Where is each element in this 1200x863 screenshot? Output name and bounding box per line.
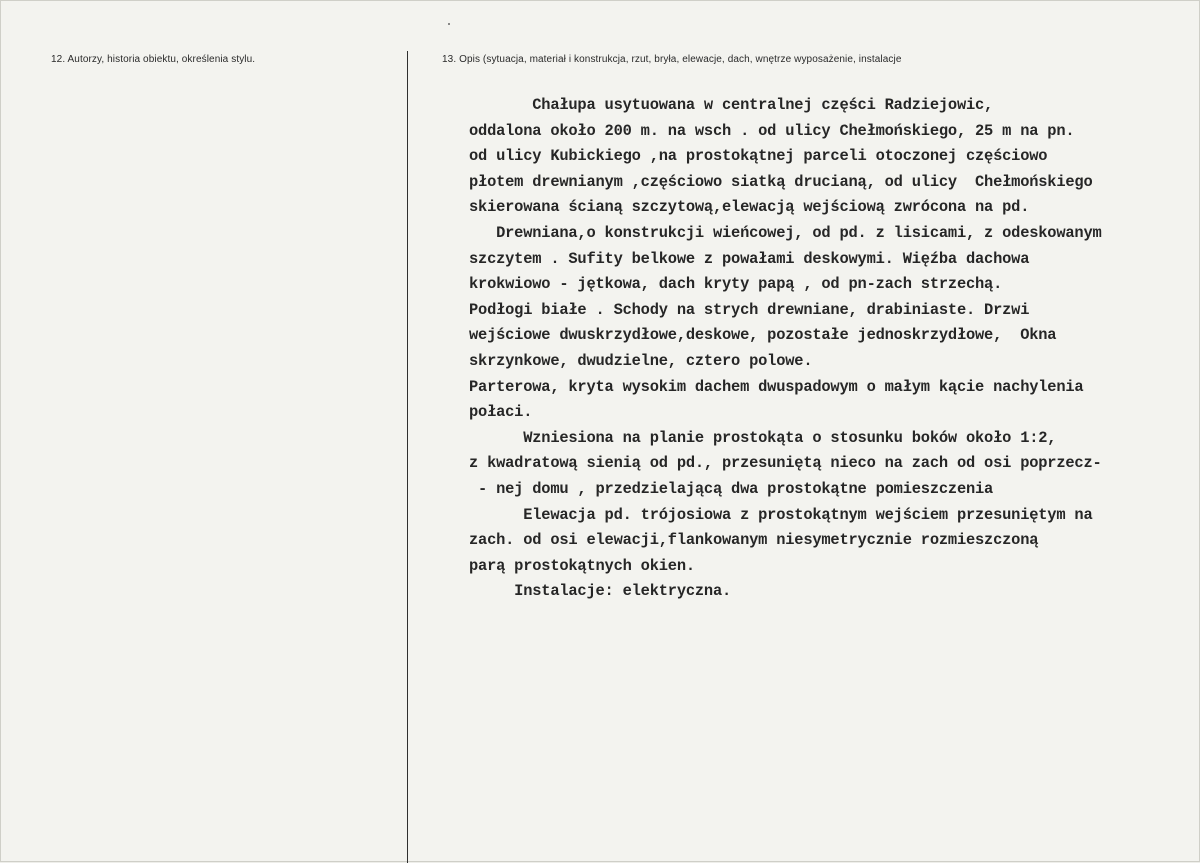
typed-line: z kwadratową sienią od pd., przesuniętą nieco na zach od osi poprzecz- bbox=[469, 454, 1102, 473]
typed-description bbox=[469, 93, 1194, 605]
column-divider bbox=[407, 51, 408, 863]
typed-line: Instalacje: elektryczna. bbox=[469, 582, 732, 601]
typed-line: parą prostokątnych okien. bbox=[469, 556, 695, 575]
typed-line: oddalona około 200 m. na wsch . od ulicy Chełmońskiego, 25 m na pn. bbox=[469, 121, 1075, 140]
field-13-label: 13. Opis (sytuacja, materiał i konstrukcja, rzut, bryła, elewacje, dach, wnętrze wyposażenie, instalacje bbox=[442, 54, 902, 65]
typed-line: krokwiowo - jętkowa, dach kryty papą , od pn-zach strzechą. bbox=[469, 275, 1003, 294]
typed-line: Drewniana,o konstrukcji wieńcowej, od pd. z lisicami, z odeskowanym bbox=[469, 223, 1102, 242]
typed-line: Chałupa usytuowana w centralnej części Radziejowic, bbox=[469, 96, 994, 114]
typed-line: Wzniesiona na planie prostokąta o stosunku boków około 1:2, bbox=[469, 428, 1057, 447]
typed-line: od ulicy Kubickiego ,na prostokątnej parceli otoczonej częściowo bbox=[469, 147, 1048, 166]
typed-line: skierowana ścianą szczytową,elewacją wejściową zwrócona na pd. bbox=[469, 198, 1030, 217]
typed-line: - nej domu , przedzielającą dwa prostokątne pomieszczenia bbox=[469, 479, 994, 498]
typed-line: połaci. bbox=[469, 403, 533, 422]
typed-line: skrzynkowe, dwudzielne, cztero polowe. bbox=[469, 351, 813, 370]
typed-line: zach. od osi elewacji,flankowanym niesymetrycznie rozmieszczoną bbox=[469, 531, 1039, 550]
typed-line: płotem drewnianym ,częściowo siatką drucianą, od ulicy Chełmońskiego bbox=[469, 172, 1093, 191]
typed-line: Elewacja pd. trójosiowa z prostokątnym wejściem przesuniętym na bbox=[469, 505, 1093, 524]
typed-line: Podłogi białe . Schody na strych drewniane, drabiniaste. Drzwi bbox=[469, 300, 1030, 319]
paper-speck bbox=[448, 23, 450, 25]
typed-line: Parterowa, kryta wysokim dachem dwuspadowym o małym kącie nachylenia bbox=[469, 377, 1084, 396]
field-12-label: 12. Autorzy, historia obiektu, określenia stylu. bbox=[51, 54, 256, 65]
typed-line: szczytem . Sufity belkowe z powałami deskowymi. Więźba dachowa bbox=[469, 249, 1030, 268]
typed-line: wejściowe dwuskrzydłowe,deskowe, pozostałe jednoskrzydłowe, Okna bbox=[469, 326, 1057, 345]
